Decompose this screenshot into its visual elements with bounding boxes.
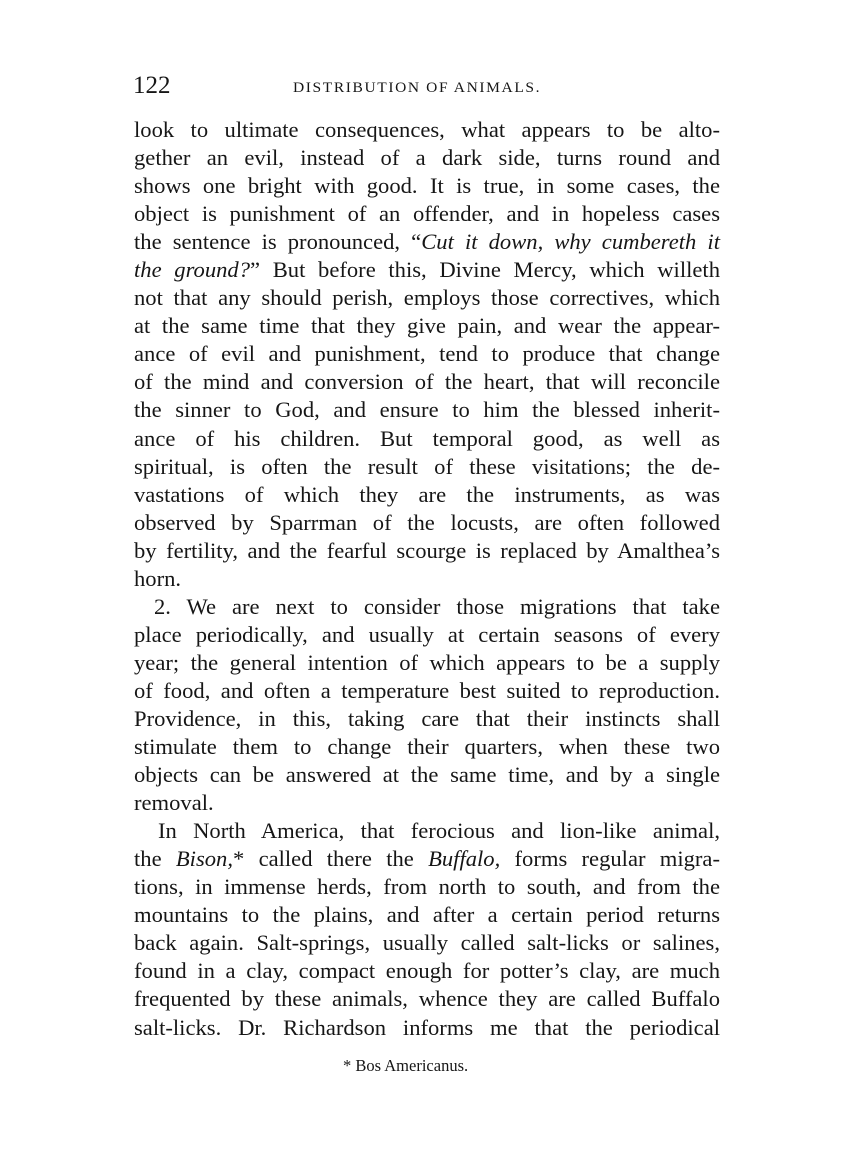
page-number: 122 (133, 72, 171, 99)
text-segment: the (134, 846, 176, 872)
text-line: observed by Sparrman of the locusts, are often followed (134, 509, 720, 535)
text-line: horn. (134, 565, 182, 591)
text-line: back again. Salt-springs, usually called salt-licks or salines, (134, 930, 720, 956)
text-line: the sinner to God, and ensure to him the blessed inherit- (134, 397, 720, 423)
text-line: mountains to the plains, and after a certain period returns (134, 902, 720, 928)
text-line: salt-licks. Dr. Richardson informs me that the periodical (134, 1014, 720, 1040)
text-line: In North America, that ferocious and lion-like animal, (158, 818, 720, 844)
body-text (134, 116, 720, 1042)
text-line: at the same time that they give pain, and wear the appear- (134, 313, 720, 339)
text-line: ance of his children. But temporal good, as well as (134, 425, 720, 451)
text-line: found in a clay, compact enough for potter’s clay, are much (134, 958, 720, 984)
running-title: DISTRIBUTION OF ANIMALS. (293, 79, 542, 96)
text-line: spiritual, is often the result of these visitations; the de- (134, 453, 720, 479)
text-line: shows one bright with good. It is true, in some cases, the (134, 173, 720, 199)
text-line: gether an evil, instead of a dark side, turns round and (134, 145, 720, 171)
text-line: of food, and often a temperature best suited to reproduction. (134, 677, 720, 703)
text-segment: * called there the (233, 846, 429, 872)
text-line: place periodically, and usually at certain seasons of every (134, 621, 720, 647)
text-line: not that any should perish, employs those correctives, which (134, 285, 720, 311)
text-line (134, 228, 720, 256)
text-line: by fertility, and the fearful scourge is replaced by Amalthea’s (134, 537, 720, 563)
page-header (133, 72, 723, 106)
text-line: ance of evil and punishment, tend to produce that change (134, 341, 720, 367)
footnote: * Bos Americanus. (343, 1056, 469, 1075)
quotation-italic: the ground? (134, 257, 251, 283)
quotation-italic: Cut it down, why cumbereth it (421, 229, 720, 255)
text-segment: the sentence is pronounced, “ (134, 229, 422, 255)
text-line (134, 845, 720, 873)
text-line: of the mind and conversion of the heart, that will reconcile (134, 369, 720, 395)
text-line: object is punishment of an offender, and in hopeless cases (134, 201, 720, 227)
text-segment: forms regular migra- (500, 846, 720, 872)
text-segment: ” But before this, Divine Mercy, which willeth (250, 257, 720, 283)
text-line: Providence, in this, taking care that their instincts shall (134, 705, 720, 731)
text-line: removal. (134, 790, 214, 816)
text-line (134, 256, 720, 284)
text-line: frequented by these animals, whence they are called Buffalo (134, 986, 720, 1012)
species-name-italic: Bison, (175, 846, 233, 872)
text-line: 2. We are next to consider those migrations that take (154, 593, 720, 619)
species-name-italic: Buffalo, (428, 846, 501, 872)
text-line: objects can be answered at the same time, and by a single (134, 762, 720, 788)
text-line: vastations of which they are the instruments, as was (134, 481, 720, 507)
text-line: look to ultimate consequences, what appears to be alto- (134, 117, 720, 142)
text-line: year; the general intention of which appears to be a supply (134, 649, 720, 675)
text-line: stimulate them to change their quarters, when these two (134, 734, 720, 760)
text-line: tions, in immense herds, from north to south, and from the (134, 874, 720, 900)
